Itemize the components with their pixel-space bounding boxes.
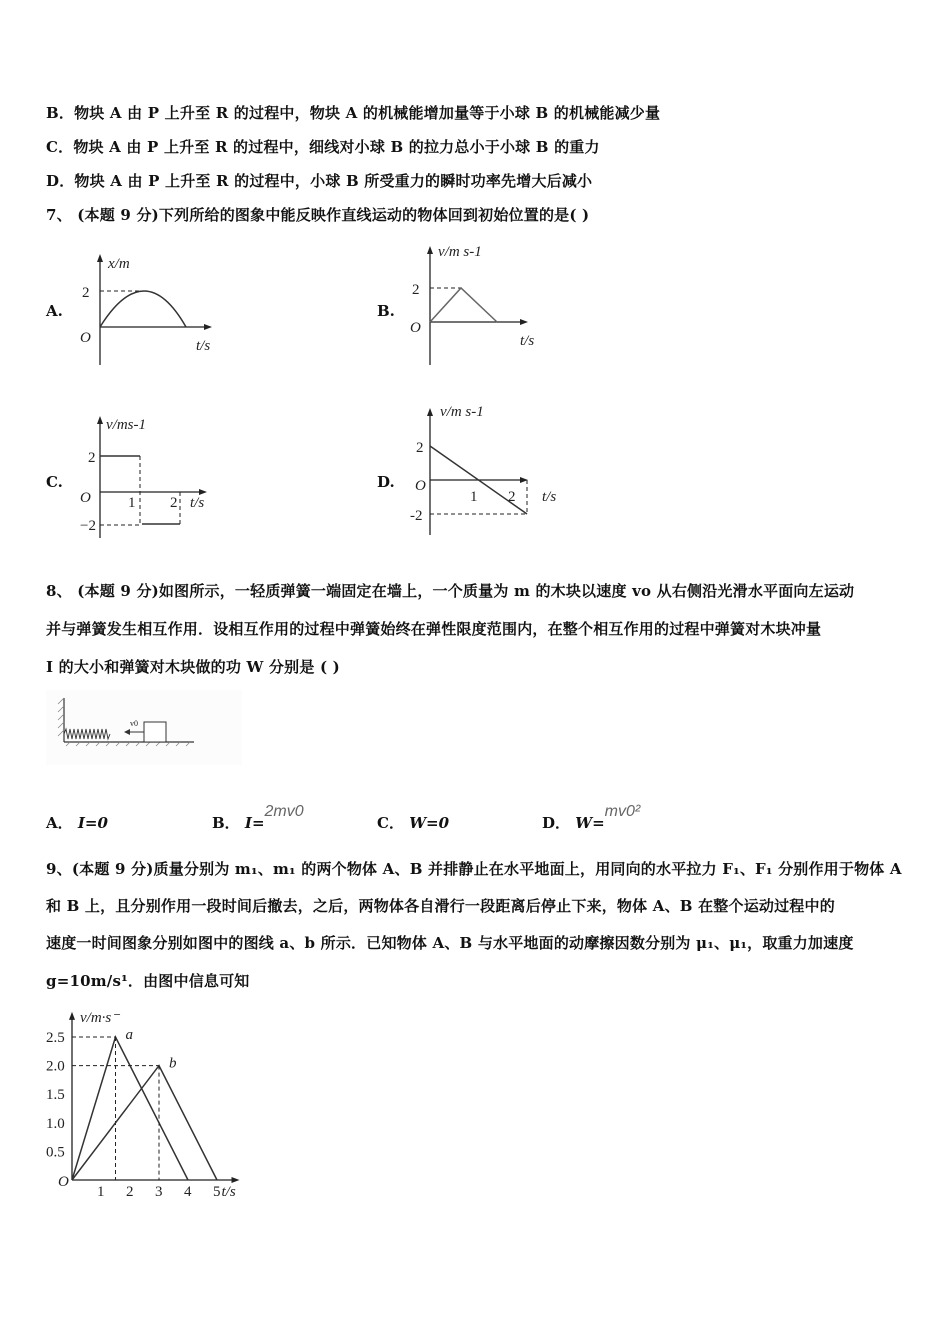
x-axis-label: t/s	[221, 1184, 236, 1200]
option-text: W=0	[409, 814, 450, 832]
q7-option-a-label: A.	[46, 302, 63, 320]
formula: 2mv0	[264, 803, 304, 820]
option-prefix: C．	[377, 814, 404, 832]
q6-option-c: C．物块 A 由 P 上升至 R 的过程中，细线对小球 B 的拉力总小于小球 B 的重力	[46, 138, 600, 156]
x-arrow-icon	[232, 1177, 240, 1183]
tick-label: 2	[416, 440, 424, 456]
y-label: v/m s-1	[438, 244, 482, 260]
y-label: v/m s-1	[440, 404, 484, 420]
y-tick-label: 2.0	[46, 1058, 65, 1075]
x-label: t/s	[196, 338, 211, 354]
y-label: v/ms-1	[106, 417, 146, 433]
tick-label: 2	[82, 285, 90, 301]
block	[144, 722, 166, 742]
origin-label: O	[80, 490, 91, 506]
curve	[100, 291, 186, 327]
origin-label: O	[80, 330, 91, 346]
option-text: W=	[575, 814, 605, 832]
option-text: I=	[244, 814, 265, 832]
series-label: b	[169, 1055, 177, 1072]
x-label: t/s	[542, 489, 557, 505]
option-prefix: B．	[212, 814, 240, 832]
q7-option-b-label: B.	[377, 302, 395, 320]
y-tick-label: 1.0	[46, 1115, 65, 1132]
q6-option-d: D．物块 A 由 P 上升至 R 的过程中，小球 B 所受重力的瞬时功率先增大后减小	[46, 172, 593, 190]
velocity-label: v0	[130, 719, 138, 728]
y-axis-label: v/m·s⁻	[80, 1009, 120, 1026]
tick-label: 2	[88, 450, 96, 466]
x-tick-label: 2	[126, 1184, 134, 1200]
q9-line-1: 9、(本题 9 分)质量分别为 m₁、m₁ 的两个物体 A、B 并排静止在水平地面上，用同向的水平拉力 F₁、F₁ 分别作用于物体 A	[46, 860, 902, 878]
y-tick-label: 1.5	[46, 1087, 65, 1104]
origin-label: O	[410, 320, 421, 336]
option-prefix: A．	[46, 814, 73, 832]
y-arrow-icon	[97, 416, 103, 424]
q8-option-c	[377, 812, 449, 833]
x-tick-label: 1	[97, 1184, 105, 1200]
series-label: a	[125, 1027, 133, 1043]
y-tick-label: 0.5	[46, 1144, 65, 1161]
q8-line-1: 8、 (本题 9 分)如图所示，一轻质弹簧一端固定在墙上，一个质量为 m 的木块以速度 vo 从右侧沿光滑水平面向左运动	[46, 582, 855, 600]
y-tick-label: 2.5	[46, 1030, 65, 1046]
formula: mv0²	[604, 803, 641, 820]
x-label: t/s	[190, 495, 205, 511]
tick-label: 1	[470, 489, 478, 505]
q8-option-d	[542, 803, 641, 833]
tick-label: −2	[80, 518, 96, 534]
q9-line-2: 和 B 上，且分别作用一段时间后撤去，之后，两物体各自滑行一段距离后停止下来，物体 A、B 在整个运动过程中的	[46, 897, 835, 915]
q9-line-4: g=10m/s¹．由图中信息可知	[46, 972, 250, 990]
tick-label: 2	[508, 489, 516, 505]
q6-option-b: B．物块 A 由 P 上升至 R 的过程中，物块 A 的机械能增加量等于小球 B 的机械能减少量	[46, 104, 661, 122]
y-label: x/m	[108, 256, 130, 272]
q8-line-2: 并与弹簧发生相互作用．设相互作用的过程中弹簧始终在弹性限度范围内，在整个相互作用的过程中弹簧对木块冲量	[46, 620, 822, 638]
x-tick-label: 3	[155, 1184, 163, 1200]
q7-option-d-label: D.	[377, 473, 395, 491]
series-line-b	[72, 1066, 217, 1180]
q7-option-c-label: C.	[46, 473, 63, 491]
tick-label: -2	[410, 508, 423, 524]
y-arrow-icon	[427, 246, 433, 254]
x-arrow-icon	[204, 324, 212, 330]
x-tick-label: 5	[213, 1184, 221, 1200]
origin-label: O	[58, 1174, 69, 1190]
x-label: t/s	[520, 333, 535, 349]
q8-option-b	[212, 803, 304, 833]
plot-line	[430, 288, 497, 322]
y-arrow-icon	[97, 254, 103, 262]
option-text: I=0	[77, 814, 108, 832]
y-arrow-icon	[427, 408, 433, 416]
tick-label: 1	[128, 495, 136, 511]
x-tick-label: 4	[184, 1184, 192, 1200]
q8-line-3: I 的大小和弹簧对木块做的功 W 分别是 ( )	[46, 658, 340, 676]
q9-line-3: 速度一时间图象分别如图中的图线 a、b 所示．已知物体 A、B 与水平地面的动摩擦因数分别为 μ₁、μ₁，取重力加速度	[46, 934, 854, 952]
tick-label: 2	[170, 495, 178, 511]
y-arrow-icon	[69, 1012, 75, 1020]
q8-option-a	[46, 812, 108, 833]
q7-stem: 7、 (本题 9 分)下列所给的图象中能反映作直线运动的物体回到初始位置的是( )	[46, 206, 590, 224]
x-arrow-icon	[520, 319, 528, 325]
tick-label: 2	[412, 282, 420, 298]
option-prefix: D．	[542, 814, 571, 832]
origin-label: O	[415, 478, 426, 494]
